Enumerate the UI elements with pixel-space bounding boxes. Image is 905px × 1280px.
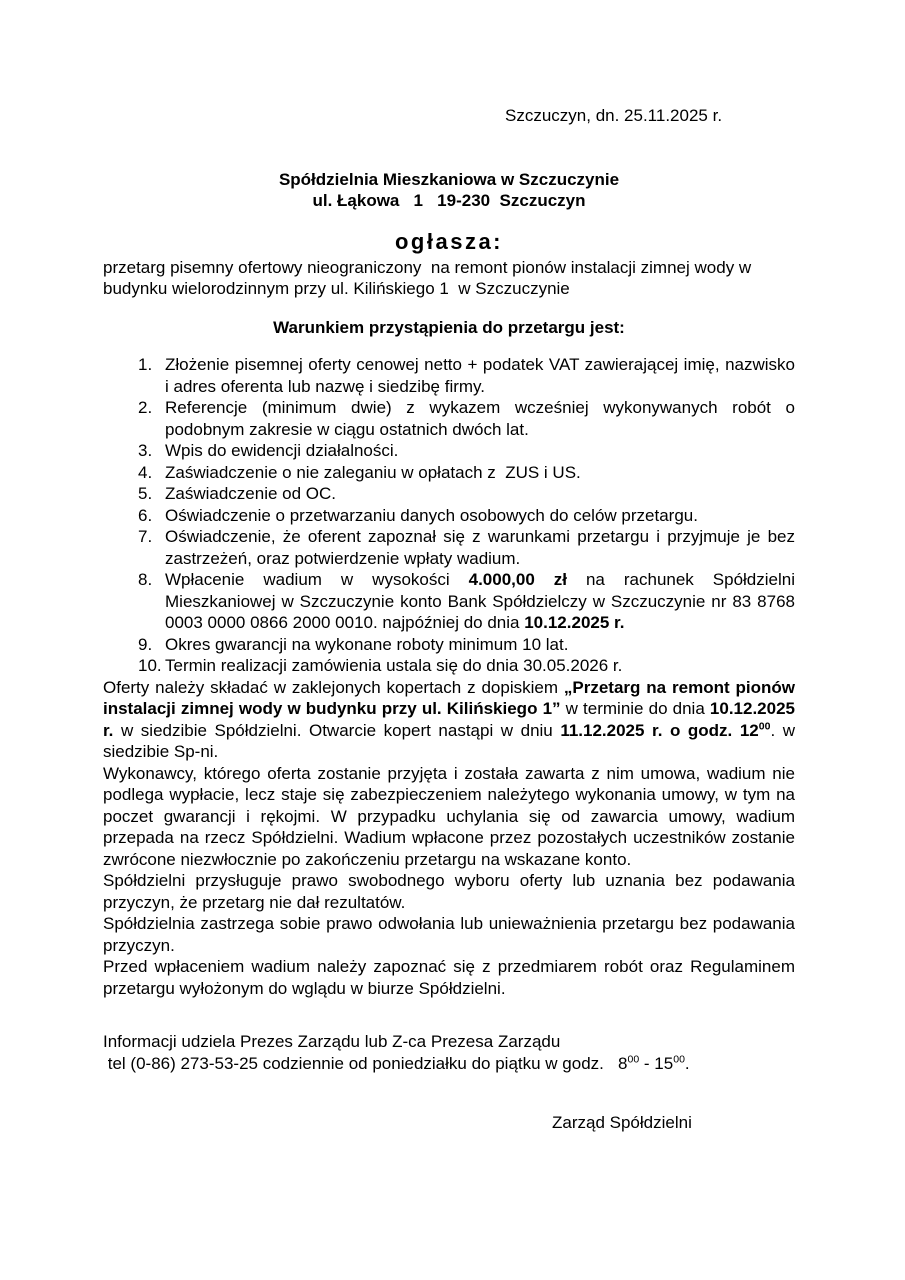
- condition-number: 6.: [138, 505, 153, 525]
- condition-item-4: [138, 462, 795, 484]
- paragraph-cancellation-right: Spółdzielnia zastrzega sobie prawo odwołania lub unieważnienia przetargu bez podawania przyczyn.: [103, 914, 795, 955]
- condition-number: 4.: [138, 462, 153, 482]
- condition-item-6: [138, 505, 795, 527]
- condition-text: Oświadczenie, że oferent zapoznał się z warunkami przetargu i przyjmuje je bez zastrzeżeń, oraz potwierdzenie wpłaty wadium.: [165, 527, 795, 568]
- condition-text: Oświadczenie o przetwarzaniu danych osobowych do celów przetargu.: [165, 505, 698, 525]
- condition-number: 3.: [138, 441, 153, 460]
- condition-number: 10.: [138, 656, 162, 675]
- org-address: ul. Łąkowa 1 19-230 Szczuczyn: [312, 191, 586, 210]
- condition-text: Wpłacenie wadium w wysokości 4.000,00 zł na rachunek Spółdzielni Mieszkaniowej w Szczuczynie konto Bank Spółdzielczy w Szczuczynie nr 83 8768 0003 0000 0866 2000 0010. najpóźniej do dnia 10.12.2025 r.: [165, 570, 795, 632]
- conditions-heading: Warunkiem przystąpienia do przetargu jest:: [273, 317, 625, 337]
- org-name: Spółdzielnia Mieszkaniowa w Szczuczynie: [278, 169, 620, 189]
- condition-item-1: [138, 354, 795, 397]
- condition-number: 1.: [138, 355, 153, 374]
- paragraph-offers-submission: Oferty należy składać w zaklejonych kopertach z dopiskiem „Przetarg na remont pionów instalacji zimnej wody w budynku przy ul. Kilińskiego 1” w terminie do dnia 10.12.2025 r. w siedzibie Spółdzielni. Otwarcie kopert nastąpi w dniu 11.12.2025 r. o godz. $12^{00}$. w siedzibie Sp-ni.: [103, 677, 796, 761]
- paragraph-wadium-rules: Wykonawcy, którego oferta zostanie przyjęta i została zawarta z nim umowa, wadium nie podlega wypłacie, lecz staje się zabezpieczeniem należytego wykonania umowy, w tym na poczet gwarancji i rękojmi. W przypadku uchylania się od zawarcia umowy, wadium przepada na rzecz Spółdzielni. Wadium wpłacone przez pozostałych uczestników zostanie zwrócone niezwłocznie po zakończeniu przetargu na wskazane konto.: [103, 763, 795, 869]
- paragraph-review-documents: Przed wpłaceniem wadium należy zapoznać się z przedmiarem robót oraz Regulaminem przetargu wyłożonym do wglądu w biurze Spółdzielni.: [103, 957, 795, 998]
- org-header: [103, 169, 795, 212]
- condition-number: 7.: [138, 527, 153, 546]
- intro-paragraph: przetarg pisemny ofertowy nieograniczony na remont pionów instalacji zimnej wody w budynku wielorodzinnym przy ul. Kilińskiego 1 w Szczuczynie: [103, 257, 756, 298]
- condition-text: Złożenie pisemnej oferty cenowej netto + podatek VAT zawierającej imię, nazwisko i adres oferenta lub nazwę i siedzibę firmy.: [165, 355, 795, 396]
- condition-item-10: [138, 655, 795, 677]
- condition-text: Okres gwarancji na wykonane roboty minimum 10 lat.: [165, 634, 569, 654]
- date-line: Szczuczyn, dn. 25.11.2025 r.: [505, 106, 723, 125]
- condition-text: Zaświadczenie od OC.: [165, 484, 337, 503]
- condition-item-3: [138, 440, 795, 462]
- contact-person-line: Informacji udziela Prezes Zarządu lub Z-ca Prezesa Zarządu: [103, 1032, 561, 1051]
- conditions-list: [103, 354, 795, 677]
- contact-phone-line: tel (0-86) 273-53-25 codziennie od poniedziałku do piątku w godz. $8^{00} - 15^{00}$.: [103, 1052, 690, 1073]
- signature: Zarząd Spółdzielni: [552, 1113, 692, 1132]
- condition-text: Referencje (minimum dwie) z wykazem wcześniej wykonywanych robót o podobnym zakresie w ciągu ostatnich dwóch lat.: [165, 398, 795, 439]
- condition-number: 2.: [138, 398, 153, 417]
- condition-item-5: [138, 483, 795, 505]
- condition-number: 8.: [138, 570, 153, 589]
- condition-text: Termin realizacji zamówienia ustala się do dnia 30.05.2026 r.: [165, 656, 623, 675]
- condition-number: 5.: [138, 484, 153, 503]
- condition-text: Zaświadczenie o nie zaleganiu w opłatach z ZUS i US.: [165, 462, 581, 482]
- contact-info: [103, 1031, 795, 1074]
- condition-item-9: [138, 634, 795, 656]
- condition-number: 9.: [138, 634, 153, 654]
- condition-item-8: [138, 569, 795, 634]
- announce-heading: ogłasza:: [394, 228, 504, 254]
- condition-item-2: [138, 397, 795, 440]
- paragraph-free-choice: Spółdzielni przysługuje prawo swobodnego wyboru oferty lub uznania bez podawania przyczyn, że przetarg nie dał rezultatów.: [103, 871, 795, 912]
- condition-item-7: [138, 526, 795, 569]
- body-paragraphs: [103, 677, 795, 1000]
- condition-text: Wpis do ewidencji działalności.: [165, 441, 399, 460]
